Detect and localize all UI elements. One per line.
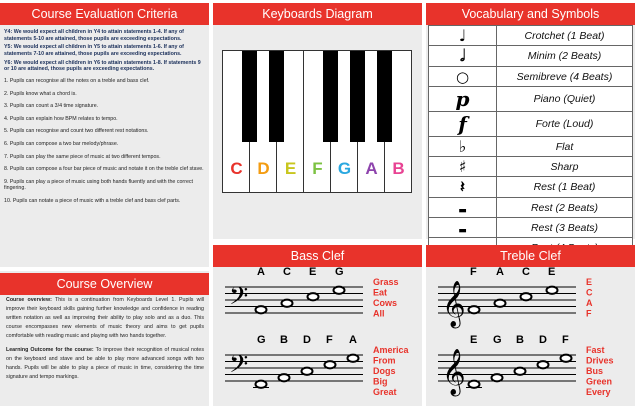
- vocab-label: Crotchet (1 Beat): [497, 26, 633, 46]
- note-head: [495, 300, 506, 307]
- keyboard-diagram: [222, 50, 412, 193]
- note-head: [308, 293, 319, 300]
- overview-label: Course overview:: [6, 297, 52, 303]
- black-key: [350, 51, 365, 142]
- note-letter: F: [326, 334, 333, 346]
- key-label-f: F: [312, 159, 323, 178]
- note-letter: G: [493, 334, 502, 346]
- vocab-row: [429, 26, 633, 46]
- mnemonic-word: Bus: [586, 366, 604, 376]
- note-head: [325, 361, 336, 368]
- note-letter: D: [303, 334, 311, 346]
- sharp-icon: ♯: [429, 157, 497, 177]
- keyboard-title: Keyboards Diagram: [213, 3, 422, 25]
- black-key: [323, 51, 338, 142]
- note-letter: F: [470, 266, 477, 278]
- vocab-row: [429, 87, 633, 112]
- bass-clef-icon: 𝄢: [229, 350, 249, 385]
- note-head: [561, 355, 572, 362]
- vocab-row: [429, 112, 633, 137]
- treble-title: Treble Clef: [426, 245, 635, 267]
- key-label-d: D: [257, 159, 270, 178]
- piano-icon: p: [429, 87, 497, 112]
- criteria-title: Course Evaluation Criteria: [0, 3, 209, 25]
- note-letter: B: [516, 334, 524, 346]
- minim-icon: 𝅗𝅥: [429, 46, 497, 67]
- criteria-panel: [0, 3, 209, 267]
- crotchet-rest-icon: 𝄽: [429, 177, 497, 198]
- note-head: [302, 368, 313, 375]
- vocab-label: Flat: [497, 137, 633, 157]
- vocab-row: [429, 157, 633, 177]
- note-letter: E: [470, 334, 478, 346]
- note-head: [334, 287, 345, 294]
- vocab-title: Vocabulary and Symbols: [426, 3, 635, 25]
- criteria-item: 10. Pupils can notate a piece of music with a treble clef and bass clef parts.: [4, 197, 181, 204]
- vocab-table: [428, 25, 633, 258]
- criteria-list: [4, 29, 204, 207]
- vocab-label: Piano (Quiet): [497, 87, 633, 112]
- overview-body: This is a continuation from Keyboards Level 1. Pupils will improve their keyboard skills gaining further knowledge and confidence in reading written notation as well as improving their ability to play solo and as a duo. This course encompasses new elements of music theory and aims to get pupils comfortable with reading music and playing with two hands together.: [6, 297, 204, 339]
- mnemonic-word: Dogs: [373, 366, 396, 376]
- outcome-label: Learning Outcome for the course:: [6, 347, 94, 353]
- note-head: [547, 287, 558, 294]
- note-letter: C: [283, 266, 291, 278]
- mnemonic-word: A: [586, 298, 593, 308]
- criteria-expectation-y4: Y4: We would expect all children in Y4 to attain statements 1-4. If any of statements 5-10 are attained, those pupils are exceeding expectations.: [4, 29, 184, 42]
- criteria-item: 2. Pupils know what a chord is.: [4, 90, 77, 97]
- note-head: [469, 381, 480, 388]
- note-letter: D: [539, 334, 547, 346]
- flat-icon: ♭: [429, 137, 497, 157]
- crotchet-icon: ♩: [429, 26, 497, 46]
- note-head: [348, 355, 359, 362]
- vocab-row: [429, 198, 633, 218]
- note-letter: F: [562, 334, 569, 346]
- note-letter: B: [280, 334, 288, 346]
- note-head: [515, 368, 526, 375]
- note-head: [256, 306, 267, 313]
- mnemonic-word: F: [586, 308, 592, 319]
- note-letter: E: [548, 266, 556, 278]
- vocab-label: Rest (1 Beat): [497, 177, 633, 198]
- bass-clef-icon: 𝄢: [229, 282, 249, 317]
- criteria-item: 5. Pupils can recognise and count two different rest notations.: [4, 128, 149, 135]
- note-head: [282, 300, 293, 307]
- treble-clef-icon: 𝄞: [442, 349, 466, 395]
- overview-title: Course Overview: [0, 273, 209, 295]
- black-key: [242, 51, 257, 142]
- mnemonic-word: Green: [586, 376, 613, 387]
- mnemonic-word: C: [586, 287, 593, 298]
- note-letter: G: [335, 266, 344, 278]
- mnemonic-word: Drives: [586, 355, 614, 366]
- forte-icon: f: [429, 112, 497, 137]
- mnemonic-word: From: [373, 355, 396, 366]
- note-head: [538, 361, 549, 368]
- bass-title: Bass Clef: [213, 245, 422, 267]
- criteria-item: 3. Pupils can count a 3/4 time signature.: [4, 103, 99, 110]
- key-label-e: E: [284, 159, 297, 178]
- vocab-label: Rest (2 Beats): [497, 198, 633, 218]
- vocab-label: Rest (3 Beats): [497, 218, 633, 238]
- outcome-body: To improve their recognition of musical notes on the keyboard and stave and be able to play more advanced songs with two hands. Pupils will be able to play a piece of music in time, considering the time signature and tempo markings.: [6, 347, 204, 380]
- mnemonic-word: Big: [373, 376, 388, 387]
- note-letter: G: [257, 334, 266, 346]
- vocab-label: Sharp: [497, 157, 633, 177]
- mnemonic-word: America: [373, 345, 409, 355]
- vocab-label: Minim (2 Beats): [497, 46, 633, 67]
- vocab-row: [429, 137, 633, 157]
- key-label-b: B: [392, 159, 405, 178]
- criteria-item: 9. Pupils can play a piece of music using both hands fluently and with the correct fingering.: [4, 178, 194, 192]
- vocab-row: [429, 67, 633, 87]
- vocab-label: Forte (Loud): [497, 112, 633, 137]
- vocab-row: [429, 218, 633, 238]
- key-label-c: C: [230, 159, 243, 178]
- criteria-item: 1. Pupils can recognise all the notes on a treble and bass clef.: [4, 77, 150, 84]
- note-head: [492, 374, 503, 381]
- note-head: [256, 381, 267, 388]
- criteria-item: 4. Pupils can explain how BPM relates to tempo.: [4, 115, 118, 122]
- overview-text: [6, 296, 204, 382]
- mnemonic-word: Great: [373, 387, 397, 397]
- criteria-expectation-y6: Y6: We would expect all children in Y6 to attain statements 1-8. If statements 9 or 10 are attained, those pupils are exceeding expectations.: [4, 59, 201, 73]
- black-key: [377, 51, 392, 142]
- mnemonic-word: Eat: [373, 287, 388, 298]
- mnemonic-word: Cows: [373, 298, 398, 308]
- bass-staves: [213, 245, 422, 406]
- note-head: [469, 306, 480, 313]
- criteria-expectation-y5: Y5: We would expect all children in Y5 to attain statements 1-6. If any of statements 7-10 are attained, those pupils are exceeding expectations.: [4, 44, 184, 57]
- minim-rest-icon: ▬: [429, 198, 497, 218]
- note-letter: C: [522, 266, 530, 278]
- mnemonic-word: All: [373, 308, 385, 319]
- note-letter: A: [257, 266, 265, 278]
- mnemonic-word: Grass: [373, 277, 399, 287]
- black-key: [269, 51, 284, 142]
- criteria-item: 6. Pupils can compose a two bar melody/phrase.: [4, 140, 119, 147]
- vocab-label: Semibreve (4 Beats): [497, 67, 633, 87]
- criteria-item: 7. Pupils can play the same piece of music at two different tempos.: [4, 153, 161, 160]
- rest-3-icon: ▬: [429, 218, 497, 238]
- key-label-a: A: [365, 159, 378, 178]
- mnemonic-word: Every: [586, 387, 611, 397]
- criteria-item: 8. Pupils can compose a four bar piece of music and notate it on the treble clef stave.: [4, 166, 204, 173]
- note-head: [279, 374, 290, 381]
- treble-staves: [426, 245, 635, 406]
- mnemonic-word: E: [586, 277, 593, 287]
- vocab-row: [429, 46, 633, 67]
- mnemonic-word: Fast: [586, 345, 605, 355]
- semibreve-icon: ○: [429, 67, 497, 87]
- note-letter: A: [349, 334, 357, 346]
- note-head: [521, 293, 532, 300]
- note-letter: A: [496, 266, 504, 278]
- key-label-g: G: [337, 159, 352, 178]
- treble-clef-icon: 𝄞: [442, 281, 466, 327]
- vocab-row: [429, 177, 633, 198]
- note-letter: E: [309, 266, 317, 278]
